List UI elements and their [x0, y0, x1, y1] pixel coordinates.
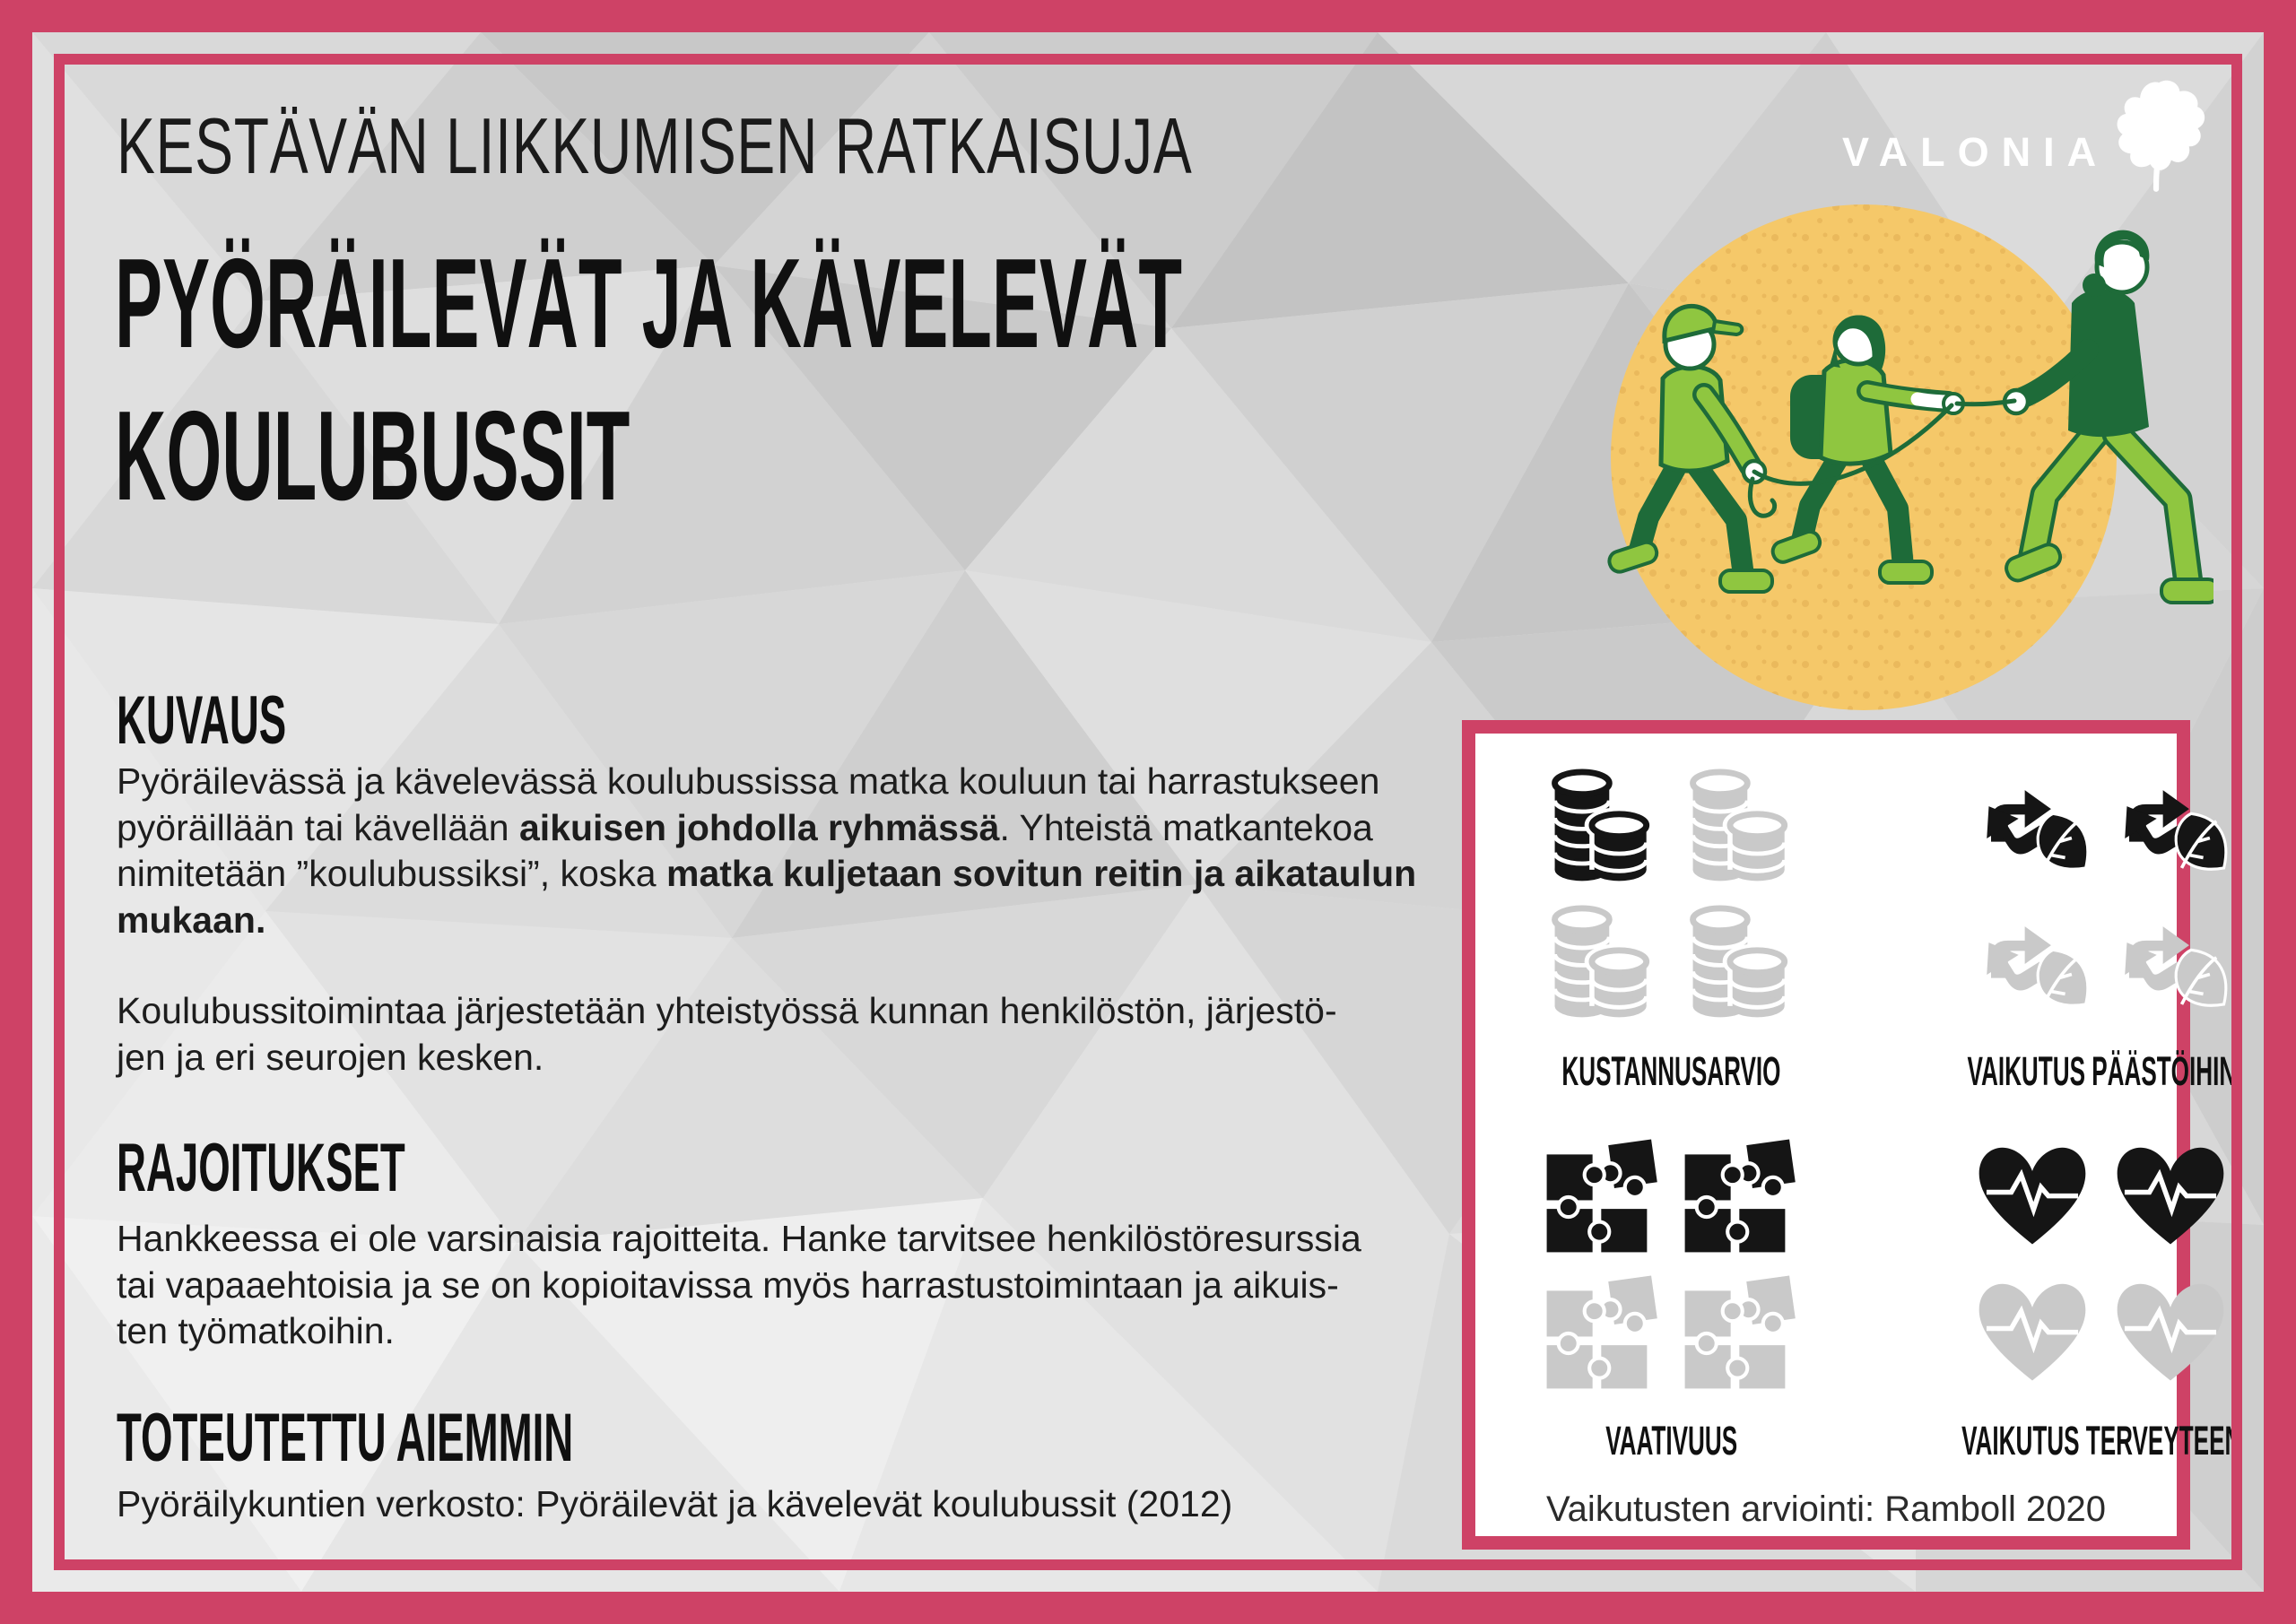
text-line: Hankkeessa ei ole varsinaisia rajoitteita. Hanke tarvitsee henkilöstöresurssia	[117, 1218, 1361, 1259]
recycle-leaf-icon	[2109, 902, 2232, 1026]
heart-ecg-icon	[1970, 1272, 2094, 1395]
heart-ecg-icon	[2109, 1272, 2232, 1395]
rating-grid	[1540, 1135, 1802, 1395]
poster-card	[32, 32, 2264, 1592]
kicker-heading: KESTÄVÄN LIIKKUMISEN RATKAISUJA	[117, 101, 1193, 190]
puzzle-icon	[1678, 1135, 1802, 1259]
text-line: nimitetään ”koulubussiksi”, koska matka kuljetaan sovitun reitin ja aikataulun	[117, 853, 1417, 894]
page-title-line2: KOULUBUSSIT	[115, 385, 631, 528]
coins-icon	[1678, 902, 1802, 1026]
metric-label: KUSTANNUSARVIO	[1561, 1048, 1781, 1094]
page-title-line1: PYÖRÄILEVÄT JA KÄVELEVÄT	[115, 232, 1183, 375]
coins-icon	[1678, 766, 1802, 890]
metric-label: VAIKUTUS PÄÄSTÖIHIN	[1967, 1048, 2236, 1094]
recycle-leaf-icon	[1970, 766, 2094, 890]
section-heading-kuvaus: KUVAUS	[117, 682, 287, 759]
metric-vaikutus-terveyteen	[1860, 1135, 2296, 1463]
kuvaus-paragraph-2	[117, 988, 1337, 1081]
walking-school-bus-illustration	[1586, 199, 2213, 715]
metric-vaativuus	[1483, 1135, 1860, 1463]
text-line: pyöräillään tai kävellään aikuisen johdolla ryhmässä. Yhteistä matkantekoa	[117, 806, 1373, 848]
metric-label: VAATIVUUS	[1605, 1417, 1737, 1463]
oak-leaf-icon	[2108, 76, 2209, 199]
impact-rating-panel	[1462, 720, 2242, 1550]
rating-grid	[1540, 766, 1802, 1026]
heart-ecg-icon	[1970, 1135, 2094, 1259]
metric-vaikutus-paastoihin	[1860, 766, 2296, 1094]
panel-footer-note: Vaikutusten arviointi: Ramboll 2020	[1545, 1489, 2107, 1529]
recycle-leaf-icon	[1970, 902, 2094, 1026]
page-title	[115, 228, 1182, 534]
heart-ecg-icon	[2109, 1135, 2232, 1259]
rating-grid	[1970, 1135, 2232, 1395]
puzzle-icon	[1678, 1272, 1802, 1395]
rajoitukset-paragraph	[117, 1216, 1361, 1355]
kuvaus-paragraph-1	[117, 759, 1416, 943]
metric-label: VAIKUTUS TERVEYTEEN	[1961, 1417, 2242, 1463]
text-line: jen ja eri seurojen kesken.	[117, 1036, 544, 1078]
section-heading-rajoitukset: RAJOITUKSET	[117, 1130, 405, 1206]
toteutettu-paragraph	[117, 1481, 1232, 1528]
text-line: ten työmatkoihin.	[117, 1310, 395, 1351]
coins-icon	[1540, 902, 1664, 1026]
puzzle-icon	[1540, 1135, 1664, 1259]
text-line: Pyöräilykuntien verkosto: Pyöräilevät ja kävelevät koulubussit (2012)	[117, 1483, 1233, 1524]
text-line: Koulubussitoimintaa järjestetään yhteistyössä kunnan henkilöstön, järjestö-	[117, 990, 1337, 1031]
rating-grid	[1970, 766, 2232, 1026]
coins-icon	[1540, 766, 1664, 890]
metric-kustannusarvio	[1483, 766, 1860, 1094]
recycle-leaf-icon	[2109, 766, 2232, 890]
valonia-logo-text: VALONIA	[1842, 129, 2109, 175]
text-line: tai vapaaehtoisia ja se on kopioitavissa myös harrastustoimintaan ja aikuis-	[117, 1264, 1339, 1306]
text-line: mukaan.	[117, 899, 266, 941]
section-heading-toteutettu: TOTEUTETTU AIEMMIN	[117, 1400, 574, 1476]
rating-panel-grid	[1475, 734, 2242, 1463]
puzzle-icon	[1540, 1272, 1664, 1395]
text-line: Pyöräilevässä ja kävelevässä koulubussissa matka kouluun tai harrastukseen	[117, 760, 1380, 802]
